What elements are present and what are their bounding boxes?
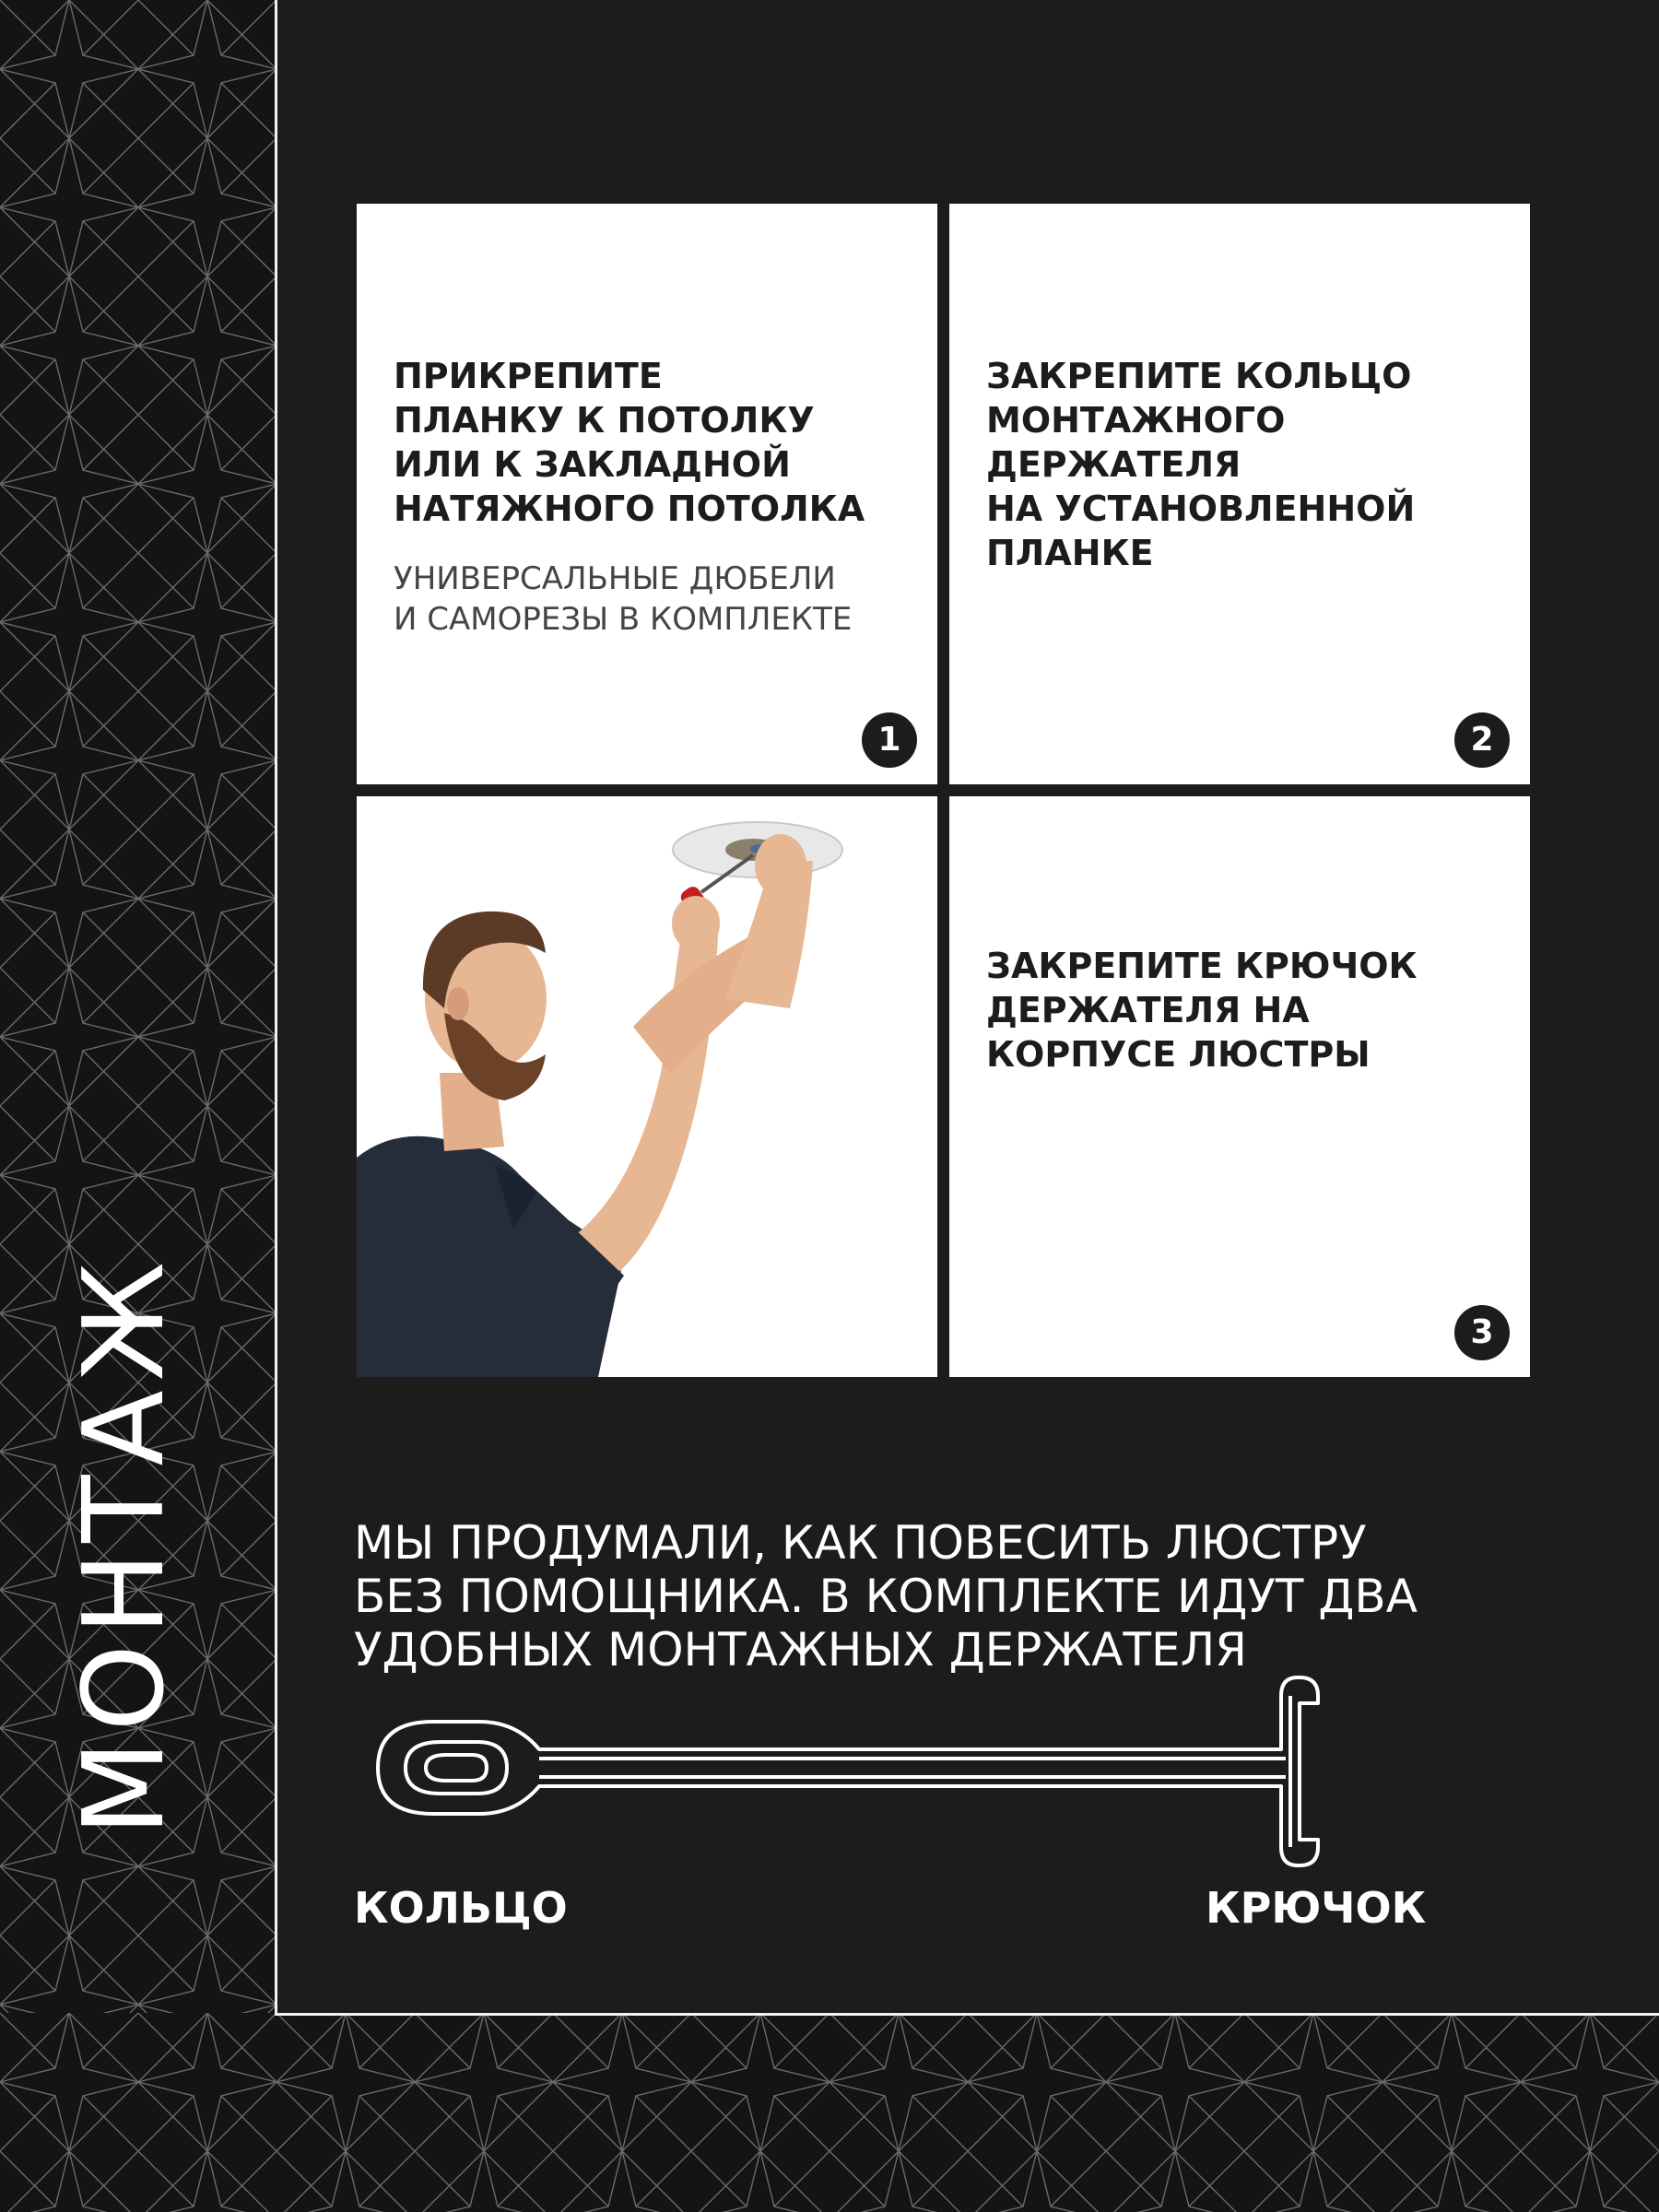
step-panel-2 bbox=[949, 204, 1530, 784]
divider-horizontal bbox=[275, 2013, 1659, 2016]
mounting-holder-icon bbox=[369, 1659, 1364, 1871]
step-1-subtitle: УНИВЕРСАЛЬНЫЕ ДЮБЕЛИ И САМОРЕЗЫ В КОМПЛЕКТЕ bbox=[394, 560, 853, 638]
step-number-badge-2: 2 bbox=[1454, 712, 1510, 768]
installer-photo bbox=[357, 796, 937, 1377]
step-panel-3 bbox=[949, 796, 1530, 1377]
side-title-text: МОНТАЖ bbox=[61, 1253, 189, 1836]
installer-photo-panel bbox=[357, 796, 937, 1377]
star-pattern-bottom bbox=[0, 2013, 1659, 2212]
step-number-badge-3: 3 bbox=[1454, 1305, 1510, 1360]
divider-vertical bbox=[275, 0, 277, 2016]
side-title bbox=[61, 1253, 189, 1836]
step-2-title: ЗАКРЕПИТЕ КОЛЬЦО МОНТАЖНОГО ДЕРЖАТЕЛЯ НА УСТАНОВЛЕННОЙ ПЛАНКЕ bbox=[986, 356, 1416, 573]
step-panel-1 bbox=[357, 204, 937, 784]
step-1-title: ПРИКРЕПИТЕ ПЛАНКУ К ПОТОЛКУ ИЛИ К ЗАКЛАДНОЙ НАТЯЖНОГО ПОТОЛКА bbox=[394, 356, 865, 529]
step-number-badge-1: 1 bbox=[862, 712, 917, 768]
step-3-title: ЗАКРЕПИТЕ КРЮЧОК ДЕРЖАТЕЛЯ НА КОРПУСЕ ЛЮСТРЫ bbox=[986, 946, 1418, 1075]
ring-label: КОЛЬЦО bbox=[354, 1883, 568, 1933]
intro-text: МЫ ПРОДУМАЛИ, КАК ПОВЕСИТЬ ЛЮСТРУ БЕЗ ПОМОЩНИКА. В КОМПЛЕКТЕ ИДУТ ДВА УДОБНЫХ МОНТАЖНЫХ ДЕРЖАТЕЛЯ bbox=[354, 1516, 1418, 1677]
hook-label: КРЮЧОК bbox=[1206, 1883, 1427, 1933]
